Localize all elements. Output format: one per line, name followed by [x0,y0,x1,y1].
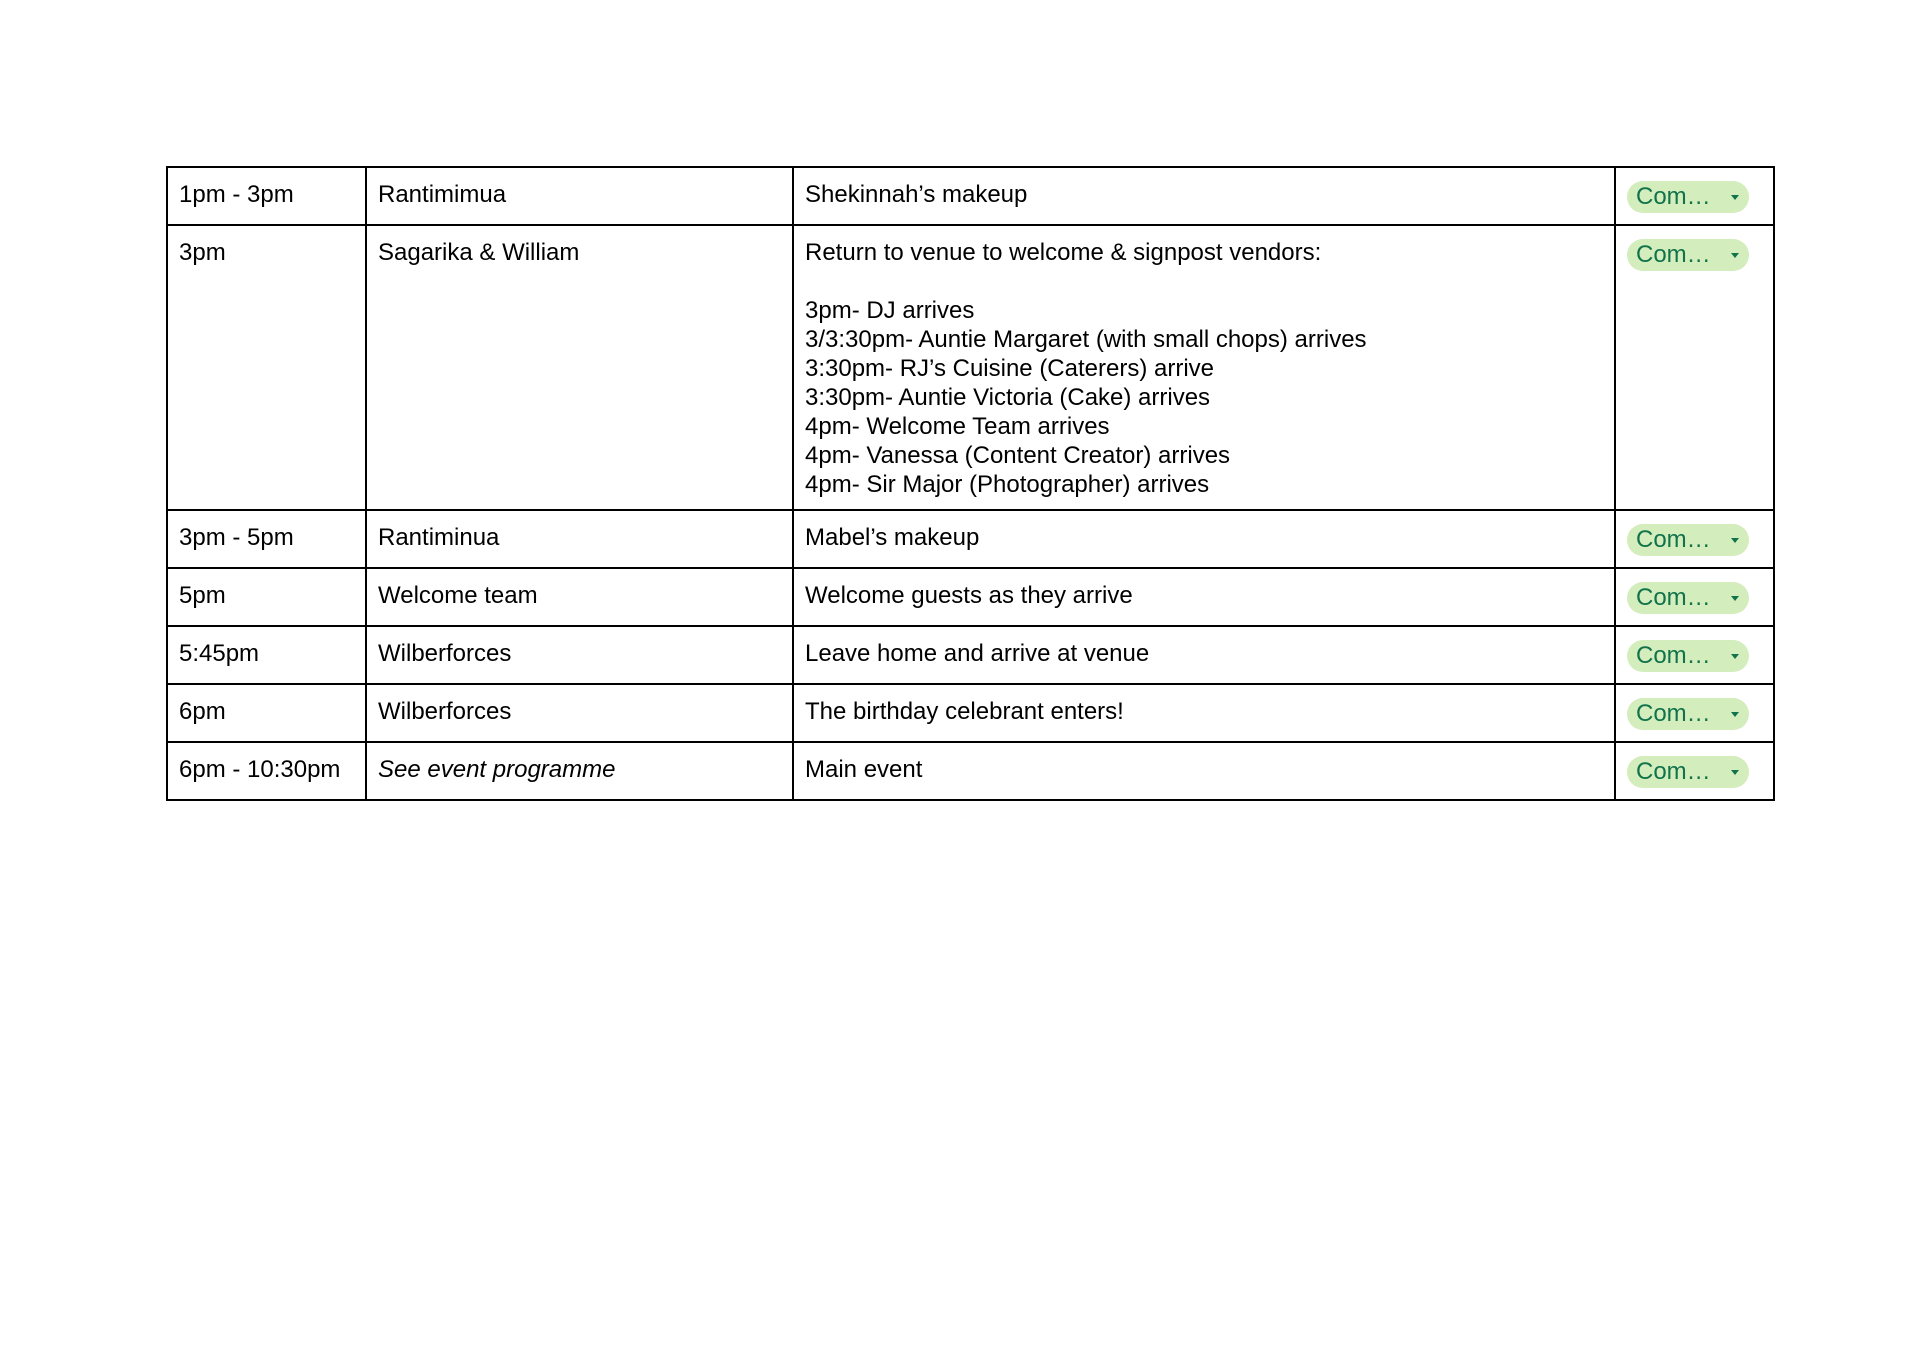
status-chip-label: Com… [1636,758,1711,785]
chevron-down-icon [1731,538,1739,543]
time-cell: 5:45pm [167,626,366,684]
status-chip-label: Com… [1636,241,1711,268]
table-row [167,225,1774,510]
responsible-cell: See event programme [366,742,793,800]
vendor-arrival-line: 4pm- Welcome Team arrives [805,413,1110,440]
chevron-down-icon [1731,654,1739,659]
time-cell: 3pm - 5pm [167,510,366,568]
chevron-down-icon [1731,195,1739,200]
time-cell: 5pm [167,568,366,626]
responsible-cell: Wilberforces [366,626,793,684]
status-chip-label: Com… [1636,584,1711,611]
status-dropdown-chip[interactable] [1627,756,1749,788]
status-cell [1615,167,1774,225]
time-cell: 6pm [167,684,366,742]
table-row [167,510,1774,568]
table-row [167,626,1774,684]
vendor-arrival-line: 4pm- Sir Major (Photographer) arrives [805,471,1210,498]
time-cell: 6pm - 10:30pm [167,742,366,800]
status-cell [1615,568,1774,626]
status-cell [1615,225,1774,510]
chevron-down-icon [1731,712,1739,717]
vendor-arrival-line: 3pm- DJ arrives [805,297,975,324]
status-dropdown-chip[interactable] [1627,181,1749,213]
responsible-cell: Rantiminua [366,510,793,568]
task-heading: Return to venue to welcome & signpost vendors: [805,239,1322,266]
status-chip-label: Com… [1636,642,1711,669]
status-dropdown-chip[interactable] [1627,640,1749,672]
responsible-cell: Rantimimua [366,167,793,225]
status-dropdown-chip[interactable] [1627,698,1749,730]
status-chip-label: Com… [1636,526,1711,553]
schedule-table [166,166,1775,801]
vendor-arrival-line: 3/3:30pm- Auntie Margaret (with small chops) arrives [805,326,1367,353]
vendor-arrival-line: 3:30pm- RJ’s Cuisine (Caterers) arrive [805,355,1215,382]
status-dropdown-chip[interactable] [1627,239,1749,271]
table-row [167,742,1774,800]
responsible-cell: Sagarika & William [366,225,793,510]
time-cell: 3pm [167,225,366,510]
table-row [167,167,1774,225]
status-chip-label: Com… [1636,183,1711,210]
task-cell: Shekinnah’s makeup [793,167,1615,225]
chevron-down-icon [1731,770,1739,775]
paragraph-gap [805,267,1603,296]
table-row [167,684,1774,742]
task-cell: Welcome guests as they arrive [793,568,1615,626]
task-cell [793,225,1615,510]
task-cell: Main event [793,742,1615,800]
responsible-cell: Welcome team [366,568,793,626]
responsible-cell: Wilberforces [366,684,793,742]
task-cell: The birthday celebrant enters! [793,684,1615,742]
status-dropdown-chip[interactable] [1627,524,1749,556]
status-cell [1615,684,1774,742]
task-cell: Mabel’s makeup [793,510,1615,568]
table-row [167,568,1774,626]
status-cell [1615,742,1774,800]
status-cell [1615,626,1774,684]
chevron-down-icon [1731,253,1739,258]
task-cell: Leave home and arrive at venue [793,626,1615,684]
status-dropdown-chip[interactable] [1627,582,1749,614]
vendor-arrival-line: 4pm- Vanessa (Content Creator) arrives [805,442,1231,469]
chevron-down-icon [1731,596,1739,601]
status-chip-label: Com… [1636,700,1711,727]
time-cell: 1pm - 3pm [167,167,366,225]
vendor-arrival-line: 3:30pm- Auntie Victoria (Cake) arrives [805,384,1211,411]
status-cell [1615,510,1774,568]
